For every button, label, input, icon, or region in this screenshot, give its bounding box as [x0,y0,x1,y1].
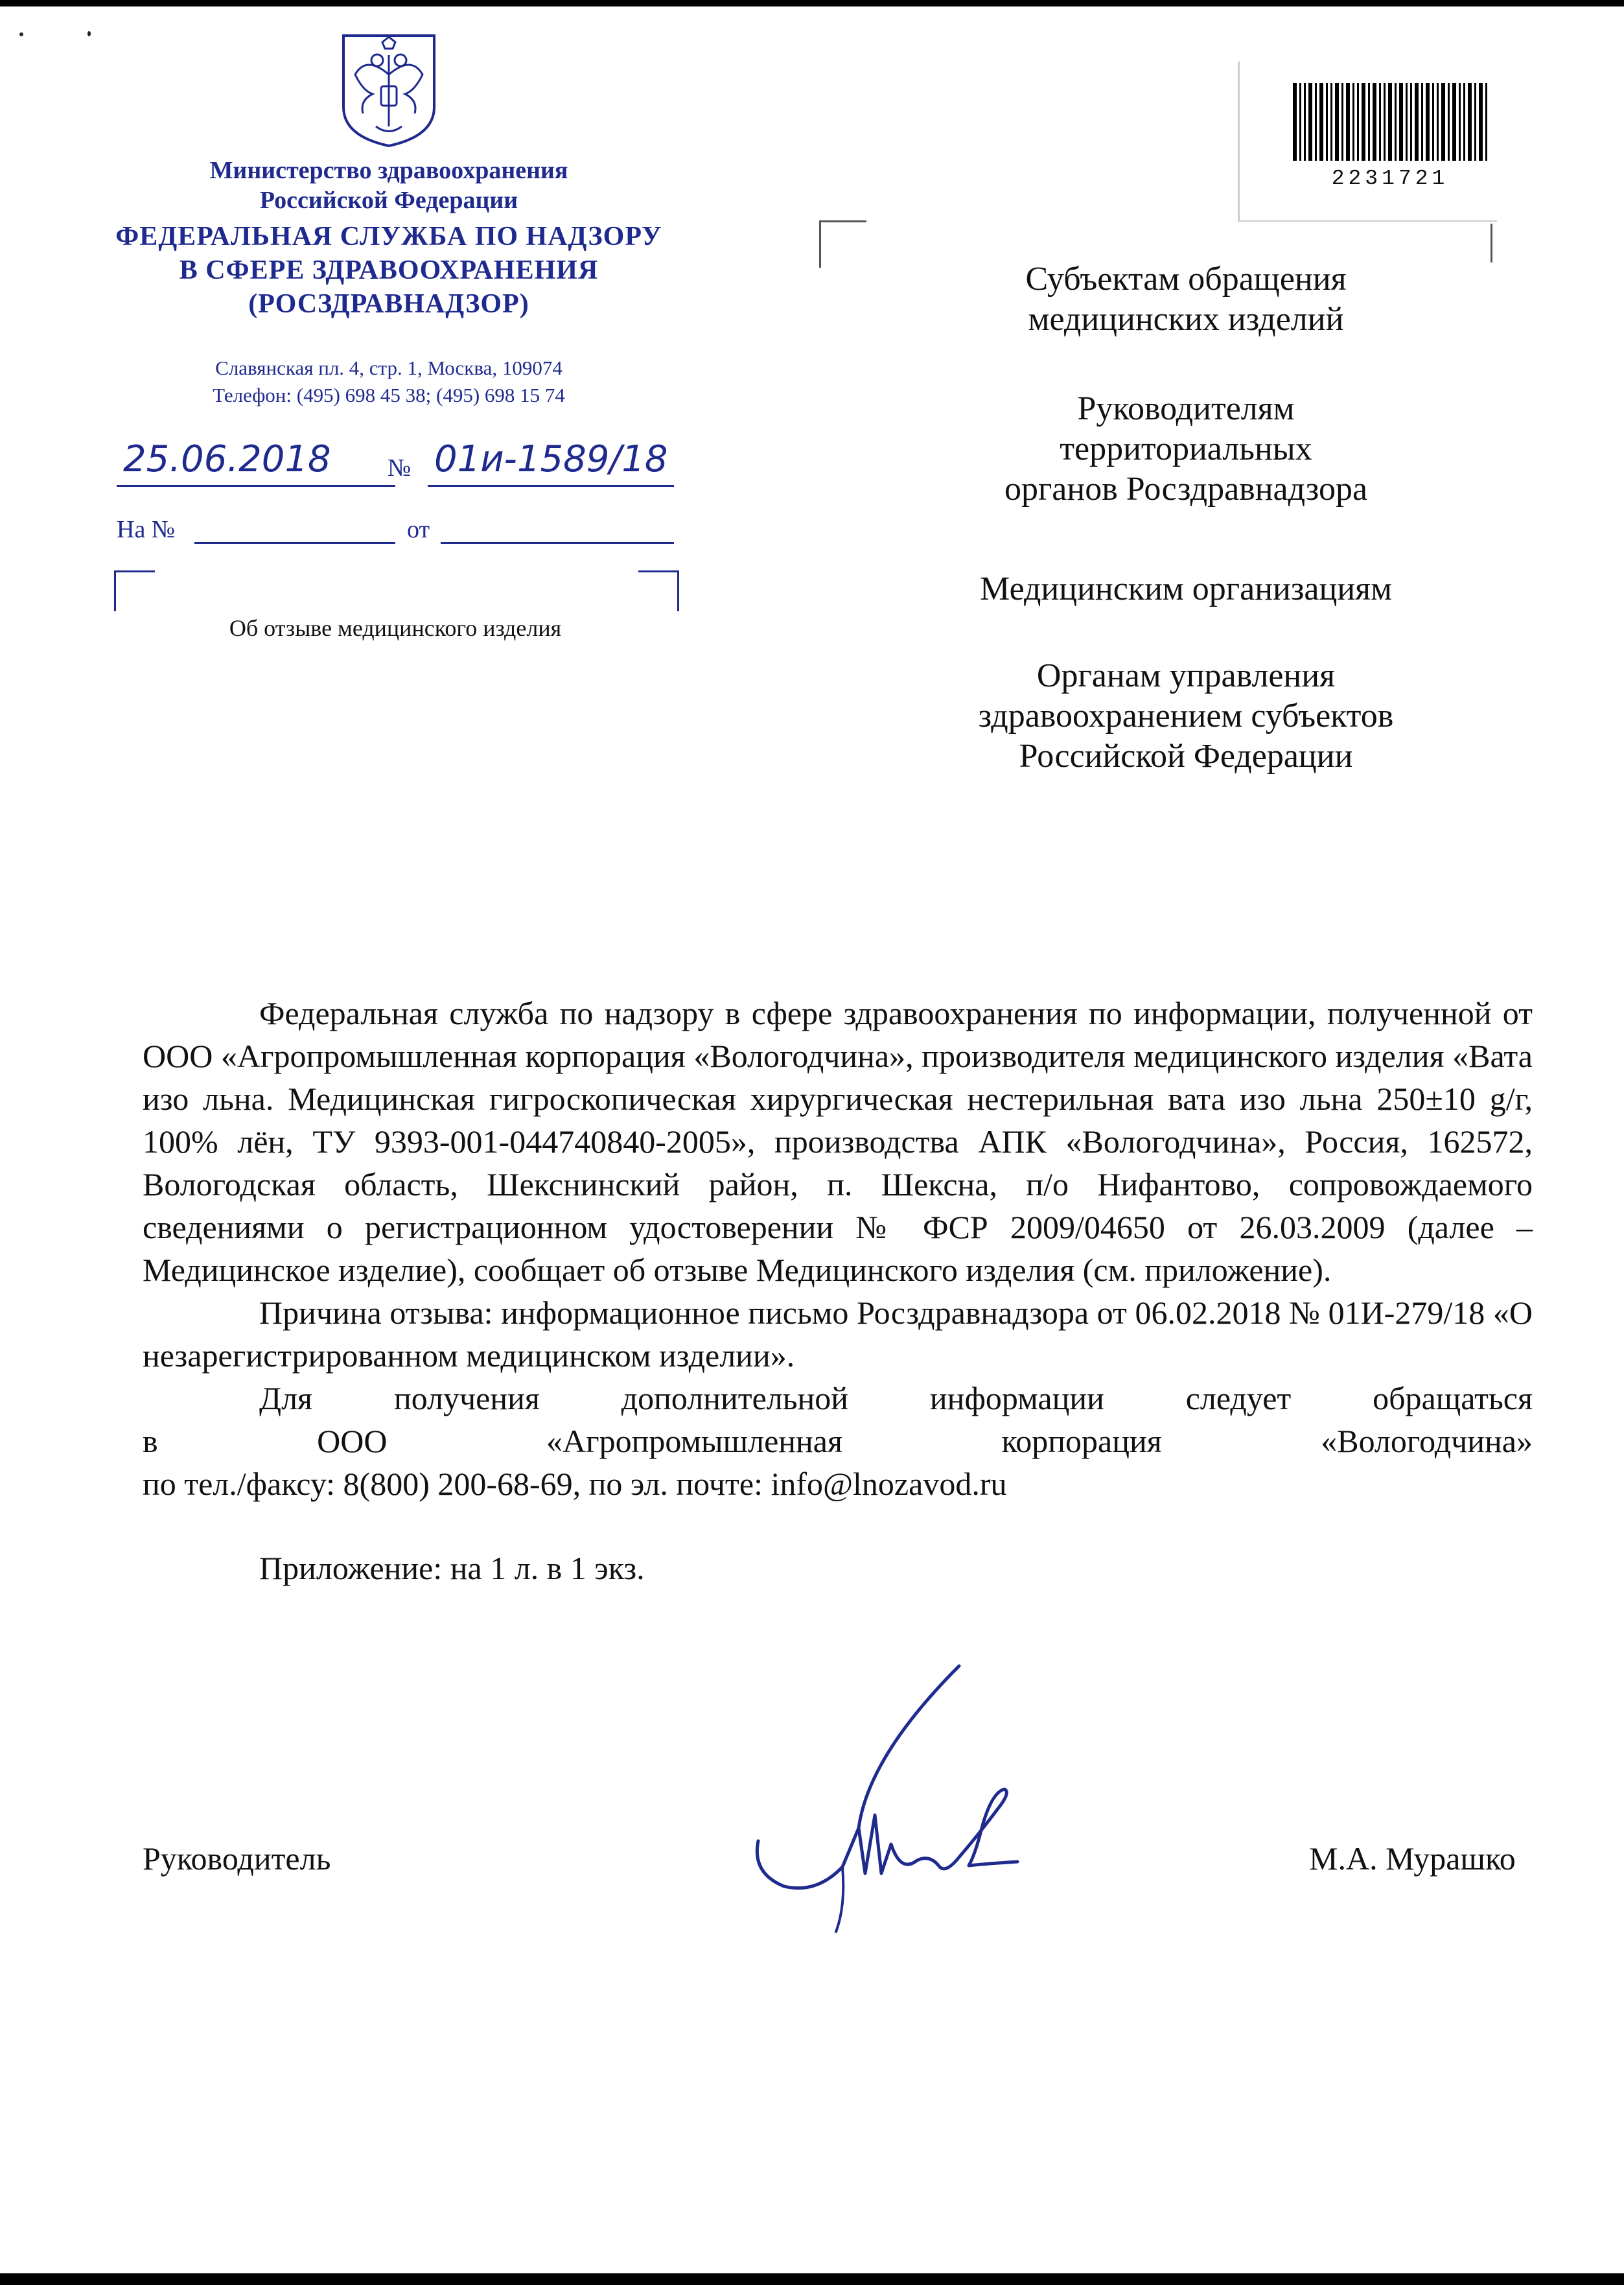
from-underline [441,542,674,544]
contact-word: «Агропромышленная [546,1423,842,1459]
registration-number [434,438,758,490]
recipient-bracket-left [819,220,866,268]
recipient-line: Руководителям [1077,390,1295,427]
scan-speck [87,31,91,36]
letter-body [143,992,1533,1589]
recipient-line: медицинских изделий [1028,301,1344,338]
barcode-frame-left [1238,62,1240,220]
barcode [1280,83,1500,191]
recipient-bracket-right [1491,224,1492,263]
service-name-line2: В СФЕРЕ ЗДРАВООХРАНЕНИЯ [179,255,599,285]
service-name-line3: (РОСЗДРАВНАДЗОР) [248,289,529,319]
signer-name: М.А. Мурашко [1309,1840,1516,1877]
handwritten-signature [745,1659,1037,1958]
date-underline [117,485,395,487]
recipient-line: Органам управления [1036,657,1336,694]
scan-border-bottom [0,2273,1624,2285]
barcode-number: 2231721 [1331,167,1449,191]
recipient-group-4 [904,656,1468,777]
contact-word: «Вологодчина» [1321,1423,1533,1459]
subject-bracket-left [114,570,155,611]
recipient-line: здравоохранением субъектов [978,697,1394,734]
scan-speck [19,32,23,36]
on-number-label: На № [117,516,176,543]
recipient-line: Субъектам обращения [1025,261,1347,298]
coat-of-arms-emblem [337,29,441,149]
address: Славянская пл. 4, стр. 1, Москва, 109074 [215,357,563,379]
contact-word: корпорация [1001,1423,1162,1459]
from-label: от [407,516,430,543]
recipient-group-3 [904,569,1468,609]
signer-position: Руководитель [143,1840,331,1877]
scan-border-top [0,0,1624,6]
ministry-name-line2: Российской Федерации [259,187,518,214]
service-name-line1: ФЕДЕРАЛЬНАЯ СЛУЖБА ПО НАДЗОРУ [115,222,662,252]
subject-bracket-right [638,570,679,611]
recipient-group-1 [904,259,1468,340]
paragraph-main: Федеральная служба по надзору в сфере здравоохранения по информации, полученной от ООО «Агропромышленная корпорация «Вологодчина», производителя медицинского изделия «Вата изо льна. Медицинская гигроскопическая хирургическая нестерильная вата изо льна 250±10 g/г, 100% лён, ТУ 9393-001-044740840-2005», производства АПК «Вологодчина», Россия, 162572, Вологодская область, Шекснинский район, п. Шексна, п/о Нифантово, сопровождаемого сведениями о регистрационном удостоверении № ФСР 2009/04650 от 26.03.2009 (далее – Медицинское изделие), сообщает об отзыве Медицинского изделия (см. приложение). [143,995,1533,1288]
barcode-bars [1280,83,1500,161]
paragraph-contact-line3: по тел./факсу: 8(800) 200-68-69, по эл. почте: info@lnozavod.ru [143,1466,1007,1502]
paragraph-reason: Причина отзыва: информационное письмо Росздравнадзора от 06.02.2018 № 01И-279/18 «О незарегистрированном медицинском изделии». [143,1295,1533,1374]
recipient-line: Российской Федерации [1019,738,1353,775]
paragraph-contact-line1 [143,1377,1533,1420]
number-underline [428,485,674,487]
contact-word: в [143,1423,158,1459]
registration-number-value: 01и-1589/18 [434,438,668,480]
phone: Телефон: (495) 698 45 38; (495) 698 15 74 [213,384,565,406]
recipient-line: территориальных [1060,430,1312,467]
attachment-line: Приложение: на 1 л. в 1 экз. [259,1550,645,1586]
registration-date-value: 25.06.2018 [123,438,331,480]
registration-date [123,438,382,490]
contact-text: Для получения дополнительной информации следует обращаться [259,1380,1533,1416]
contact-word: ООО [317,1423,388,1459]
recipient-group-2 [904,389,1468,510]
paragraph-contact-line2 [143,1420,1533,1462]
recipient-line: Медицинским организациям [980,570,1392,607]
number-sign: № [388,454,412,482]
recipient-line: органов Росздравнадзора [1004,471,1368,508]
on-number-underline [194,542,395,544]
subject-line: Об отзыве медицинского изделия [229,615,562,641]
ministry-name-line1: Министерство здравоохранения [209,157,568,184]
barcode-frame-bottom [1238,220,1497,222]
